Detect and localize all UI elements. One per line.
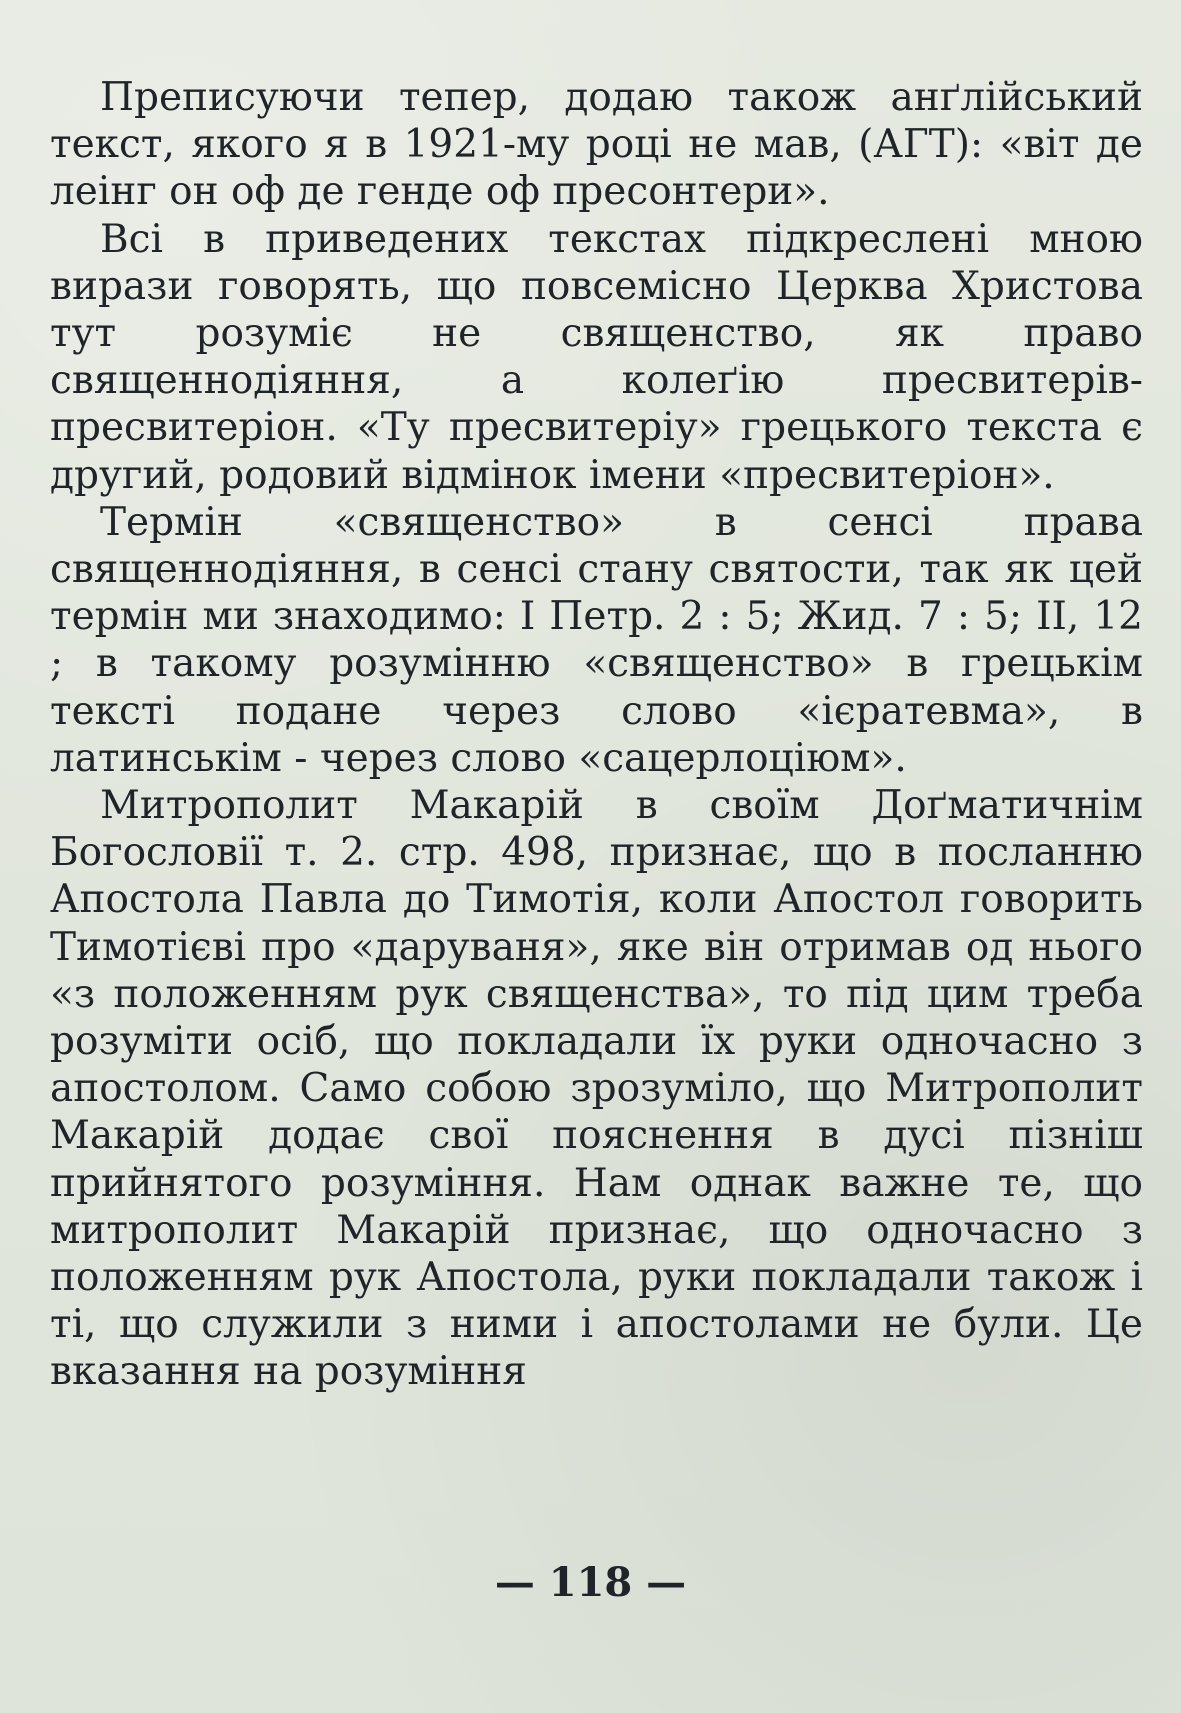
paragraph-2: Всі в приведених текстах підкреслені мною вирази говорять, що повсемісно Церква Христова тут розуміє не священство, як право священнодіяння, а колеґію пресвитерів-пресвитеріон. «Ту пресвитеріу» грецького текста є другий, родовий відмінок імени «пресвитеріон». bbox=[50, 216, 1143, 498]
body-text bbox=[50, 74, 1143, 1396]
paragraph-4: Митрополит Макарій в своїм Доґматичнім Богословії т. 2. стр. 498, признає, що в посланню Апостола Павла до Тимотія, коли Апостол говорить Тимотієві про «даруваня», яке він отримав од нього «з положенням рук священства», то під цим треба розуміти осіб, що покладали їх руки одночасно з апостолом. Само собою зрозуміло, що Митрополит Макарій додає свої пояснення в дусі пізніш прийнятого розуміння. Нам однак важне те, що митрополит Макарій признає, що одночасно з положенням рук Апостола, руки покладали також і ті, що служили з ними і апостолами не були. Це вказання на розуміння bbox=[50, 783, 1143, 1395]
page-number: — 118 — bbox=[494, 1559, 687, 1606]
paragraph-3: Термін «священство» в сенсі права священнодіяння, в сенсі стану святости, так як цей термін ми знаходимо: I Петр. 2 : 5; Жид. 7 : 5; II, 12 ; в такому розумінню «священство» в грецькім тексті подане через слово «ієратевма», в латинськім - через слово «сацерлоціюм». bbox=[50, 499, 1143, 781]
paragraph-1: Преписуючи тепер, додаю також анґлійський текст, якого я в 1921-му році не мав, (АГТ): «віт де леінг он оф де генде оф пресонтери». bbox=[50, 75, 1143, 215]
